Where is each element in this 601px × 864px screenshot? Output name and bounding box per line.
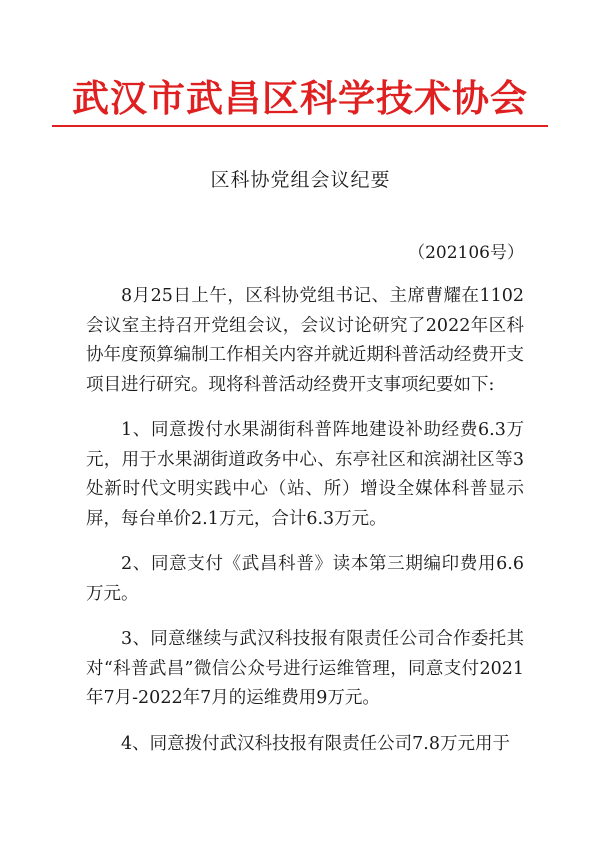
document-number: （202106号） bbox=[408, 243, 524, 263]
document-body bbox=[86, 282, 524, 759]
paragraph-item-2: 2、同意支付《武昌科普》读本第三期编印费用6.6万元。 bbox=[86, 554, 524, 604]
org-letterhead-title: 武汉市武昌区科学技术协会 bbox=[72, 76, 528, 120]
document-title: 区科协党组会议纪要 bbox=[210, 169, 391, 191]
paragraph-item-4: 4、同意拨付武汉科技报有限责任公司7.8万元用于 bbox=[121, 733, 510, 754]
paragraph-intro: 8月25日上午，区科协党组书记、主席曹耀在1102会议室主持召开党组会议，会议讨论研究了2022年区科协年度预算编制工作相关内容并就近期科普活动经费开支项目进行研究。现将科普活动经费开支事项纪要如下: bbox=[86, 286, 524, 395]
paragraph-item-3: 3、同意继续与武汉科技报有限责任公司合作委托其对“科普武昌”微信公众号进行运维管理，同意支付2021年7月-2022年7月的运维费用9万元。 bbox=[86, 629, 524, 708]
letterhead-red-rule bbox=[52, 125, 548, 127]
paragraph-item-1: 1、同意拨付水果湖街科普阵地建设补助经费6.3万元，用于水果湖街道政务中心、东亭社区和滨湖社区等3处新时代文明实践中心（站、所）增设全媒体科普显示屏，每台单价2.1万元，合计6.3万元。 bbox=[86, 420, 524, 529]
